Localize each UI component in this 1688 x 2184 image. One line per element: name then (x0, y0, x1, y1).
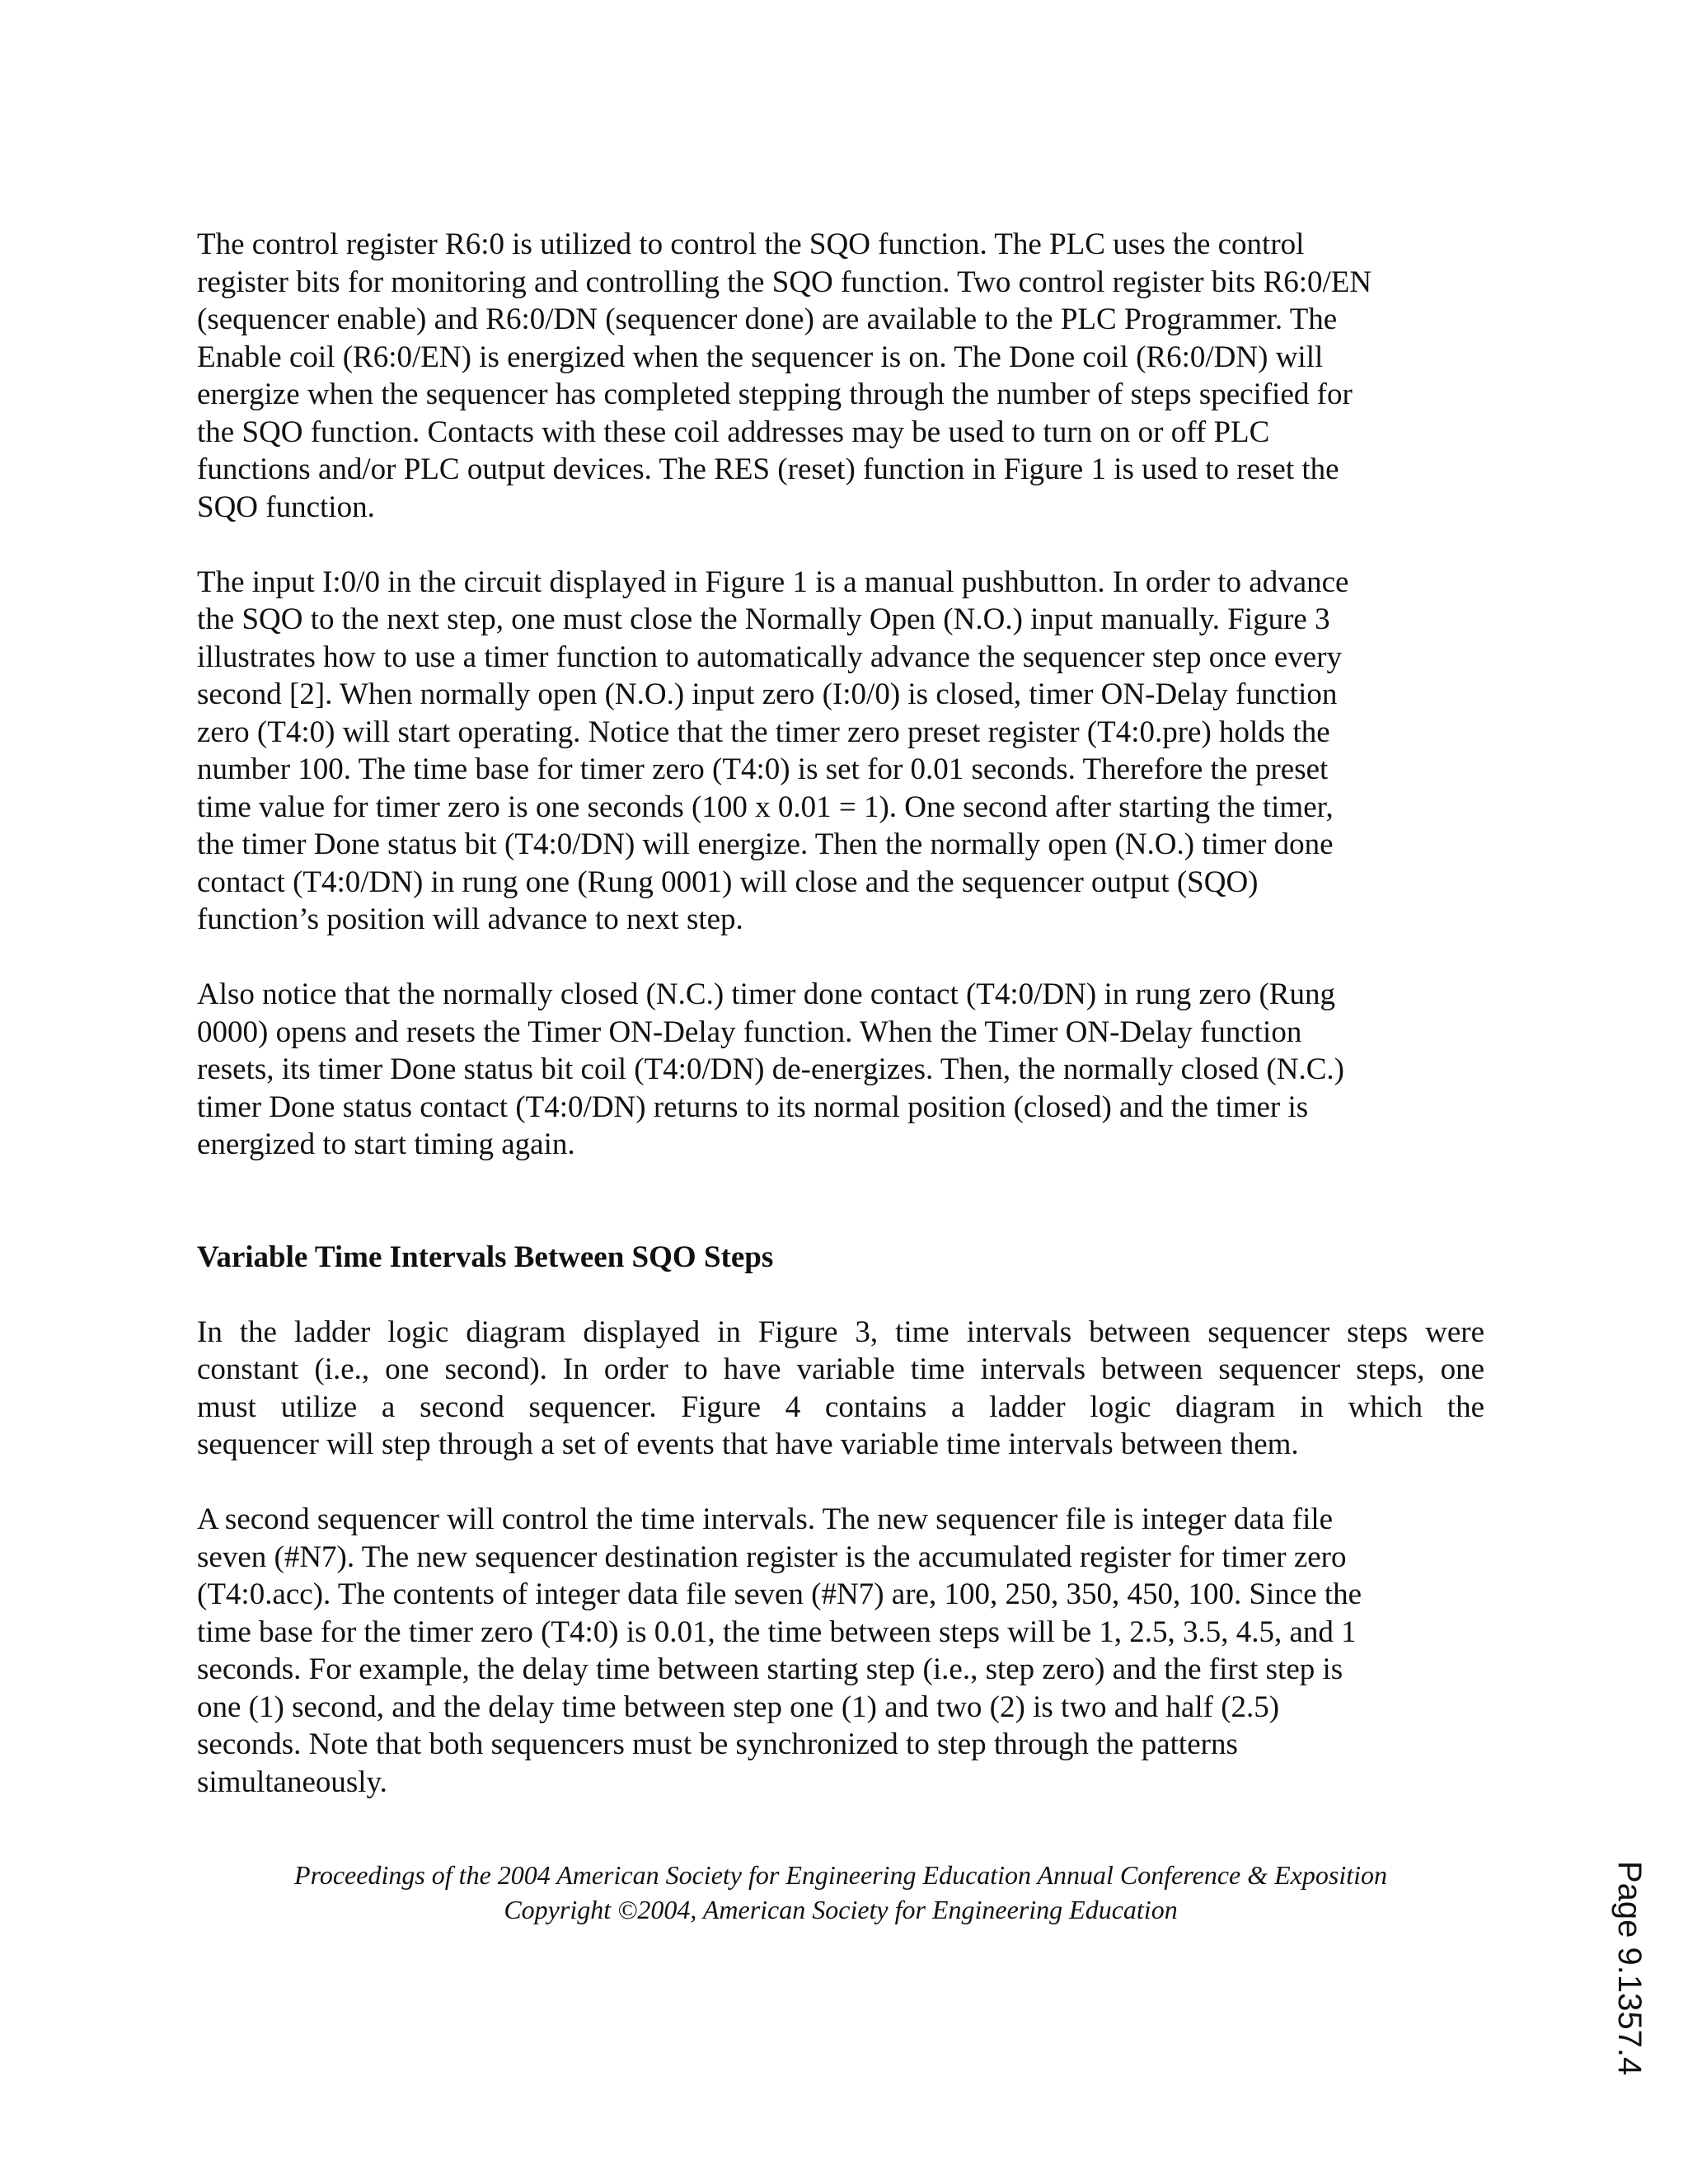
paragraph-control-register (197, 226, 1484, 526)
text-line: In the ladder logic diagram displayed in Figure 3, time intervals between sequencer steps were (197, 1315, 1484, 1349)
text-line: The input I:0/0 in the circuit displayed in Figure 1 is a manual pushbutton. In order to advance (197, 565, 1349, 599)
text-line: seven (#N7). The new sequencer destination register is the accumulated register for timer zero (197, 1540, 1347, 1574)
text-line: contact (T4:0/DN) in rung one (Rung 0001) will close and the sequencer output (SQO) (197, 865, 1259, 899)
paragraph-spacer (197, 526, 1484, 564)
text-line: must utilize a second sequencer. Figure 4 contains a ladder logic diagram in which the (197, 1390, 1484, 1424)
paragraph-spacer (197, 1276, 1484, 1314)
page-footer (197, 1858, 1484, 1927)
text-line: A second sequencer will control the time intervals. The new sequencer file is integer data file (197, 1502, 1334, 1536)
paragraph-spacer (197, 1464, 1484, 1502)
paragraph-second-sequencer (197, 1501, 1484, 1801)
text-line: Also notice that the normally closed (N.C.) timer done contact (T4:0/DN) in rung zero (Rung (197, 977, 1335, 1011)
text-line: (T4:0.acc). The contents of integer data file seven (#N7) are, 100, 250, 350, 450, 100. Since the (197, 1577, 1362, 1611)
footer-proceedings: Proceedings of the 2004 American Society for Engineering Education Annual Conference & Exposition (294, 1860, 1387, 1890)
body-text (197, 226, 1484, 1801)
text-line: (sequencer enable) and R6:0/DN (sequencer done) are available to the PLC Programmer. The (197, 302, 1338, 336)
text-line: constant (i.e., one second). In order to have variable time intervals between sequencer steps, one (197, 1352, 1484, 1386)
text-line: the SQO to the next step, one must close the Normally Open (N.O.) input manually. Figure 3 (197, 602, 1330, 636)
text-line: Enable coil (R6:0/EN) is energized when the sequencer is on. The Done coil (R6:0/DN) will (197, 340, 1324, 374)
text-line: the SQO function. Contacts with these coil addresses may be used to turn on or off PLC (197, 415, 1270, 449)
section-heading: Variable Time Intervals Between SQO Steps (197, 1240, 774, 1274)
text-line: energize when the sequencer has completed stepping through the number of steps specified for (197, 377, 1353, 411)
text-line: timer Done status contact (T4:0/DN) returns to its normal position (closed) and the timer is (197, 1090, 1309, 1124)
text-line: sequencer will step through a set of events that have variable time intervals between them. (197, 1427, 1299, 1461)
text-line: one (1) second, and the delay time between step one (1) and two (2) is two and half (2.5) (197, 1690, 1280, 1724)
text-line: second [2]. When normally open (N.O.) input zero (I:0/0) is closed, timer ON-Delay function (197, 677, 1338, 711)
text-line: The control register R6:0 is utilized to control the SQO function. The PLC uses the control (197, 227, 1305, 261)
footer-copyright: Copyright ©2004, American Society for Engineering Education (504, 1895, 1178, 1924)
paragraph-spacer (197, 939, 1484, 977)
text-line: time base for the timer zero (T4:0) is 0.01, the time between steps will be 1, 2.5, 3.5, 4.5, and 1 (197, 1615, 1357, 1649)
text-line: number 100. The time base for timer zero (T4:0) is set for 0.01 seconds. Therefore the preset (197, 752, 1329, 786)
text-line: resets, its timer Done status bit coil (T4:0/DN) de-energizes. Then, the normally closed (N.C.) (197, 1052, 1344, 1086)
paragraph-input-pushbutton (197, 564, 1484, 939)
text-line: time value for timer zero is one seconds (100 x 0.01 = 1). One second after starting the timer, (197, 790, 1334, 824)
text-line: functions and/or PLC output devices. The RES (reset) function in Figure 1 is used to reset the (197, 452, 1339, 486)
paragraph-ladder-logic (197, 1314, 1484, 1464)
text-line: simultaneously. (197, 1765, 387, 1799)
text-line: energized to start timing again. (197, 1127, 575, 1161)
text-line: zero (T4:0) will start operating. Notice that the timer zero preset register (T4:0.pre) holds the (197, 715, 1330, 749)
text-line: function’s position will advance to next step. (197, 902, 743, 936)
text-line: the timer Done status bit (T4:0/DN) will energize. Then the normally open (N.O.) timer done (197, 827, 1334, 861)
text-line: seconds. For example, the delay time between starting step (i.e., step zero) and the first step is (197, 1652, 1343, 1686)
page-number: Page 9.1357.4 (1611, 1861, 1648, 2076)
text-line: seconds. Note that both sequencers must be synchronized to step through the patterns (197, 1727, 1238, 1761)
section-spacer (197, 1164, 1484, 1239)
text-line: illustrates how to use a timer function to automatically advance the sequencer step once every (197, 640, 1343, 674)
paragraph-normally-closed (197, 976, 1484, 1164)
text-line: SQO function. (197, 490, 375, 524)
text-line: register bits for monitoring and controlling the SQO function. Two control register bits R6:0/EN (197, 265, 1372, 299)
text-line: 0000) opens and resets the Timer ON-Delay function. When the Timer ON-Delay function (197, 1015, 1302, 1049)
